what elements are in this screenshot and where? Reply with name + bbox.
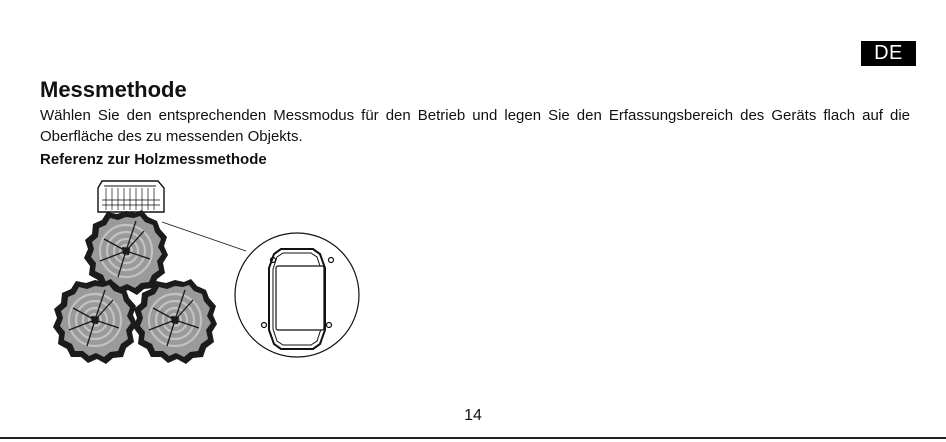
bottom-divider: [0, 437, 946, 439]
section-title: Messmethode: [40, 77, 187, 102]
wood-measurement-illustration: [40, 178, 370, 368]
wood-log-icon: [53, 210, 217, 364]
sensor-plate-icon: [235, 233, 359, 357]
section-description: Wählen Sie den entsprechenden Messmodus für den Betrieb und legen Sie den Erfassungsbereich des Geräts flach auf die Oberfläche des zu messenden Objekts.: [40, 107, 910, 145]
language-badge: DE: [861, 41, 916, 66]
moisture-meter-icon: [98, 181, 164, 212]
section-subtitle: Referenz zur Holzmessmethode: [40, 151, 267, 168]
page-number: 14: [464, 407, 482, 424]
